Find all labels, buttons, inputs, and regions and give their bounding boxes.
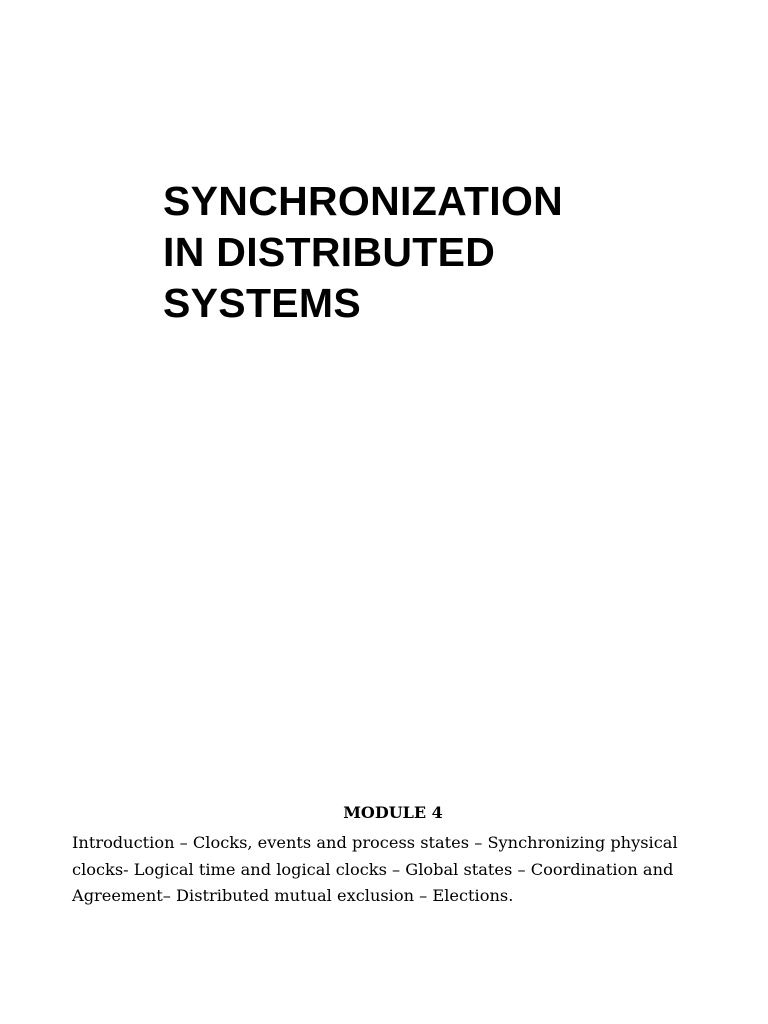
document-title [163, 176, 683, 329]
title-line-1: SYNCHRONIZATION [163, 178, 564, 224]
module-heading: MODULE 4 [343, 803, 443, 822]
title-line-2: IN DISTRIBUTED [163, 229, 496, 275]
module-description-line-2: clocks- Logical time and logical clocks – Global states – Coordination and [72, 859, 674, 879]
title-line-3: SYSTEMS [163, 280, 362, 326]
module-description-line-1: Introduction – Clocks, events and process states – Synchronizing physical [72, 833, 678, 852]
module-description [72, 830, 712, 910]
module-description-line-3: Agreement– Distributed mutual exclusion – Elections. [72, 886, 514, 905]
